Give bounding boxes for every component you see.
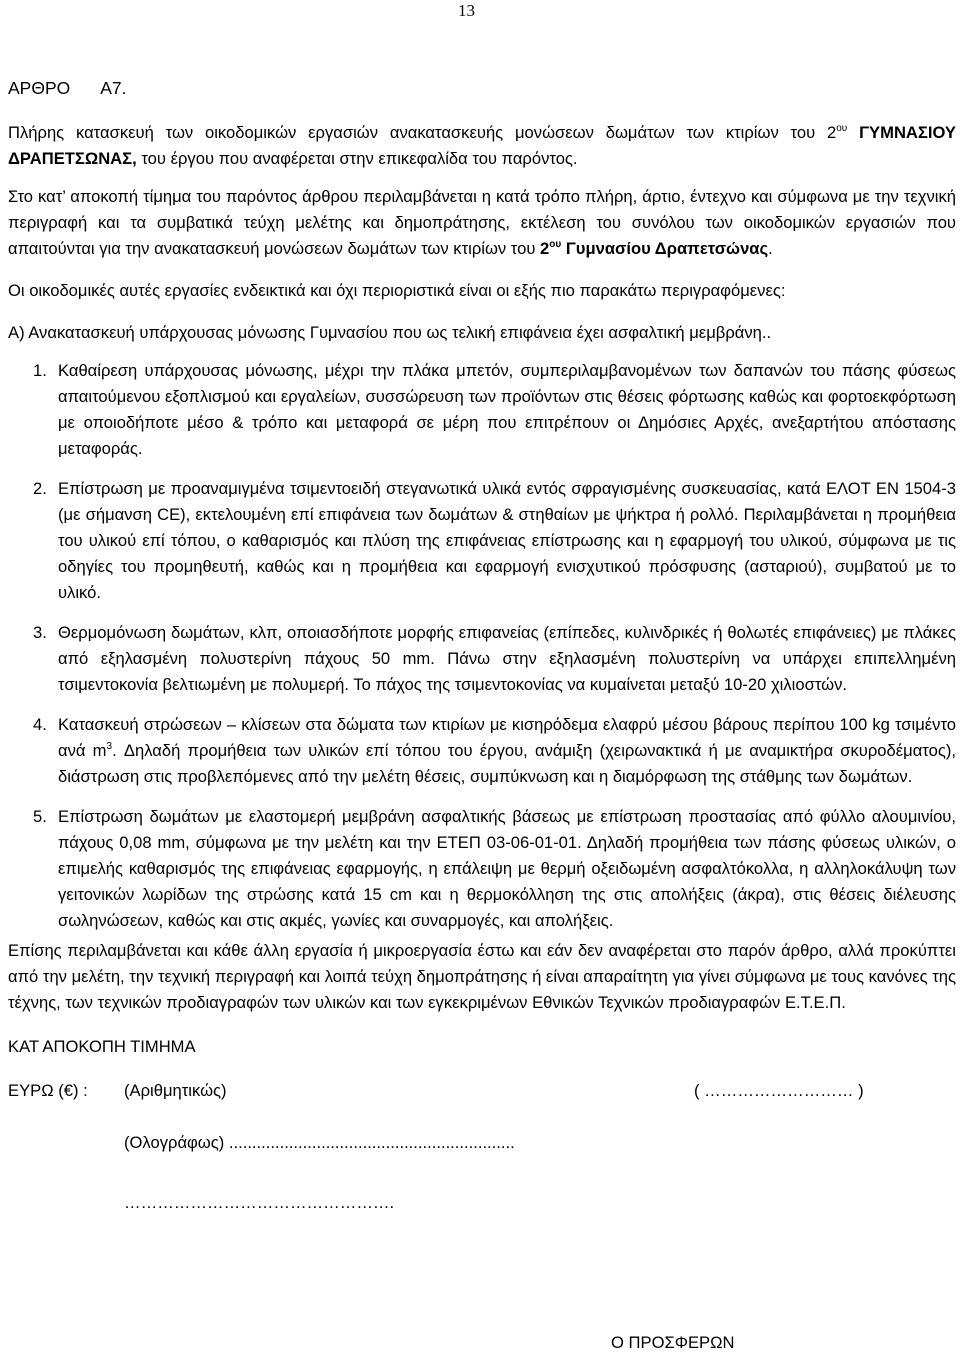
- bidder-signature-label: Ο ΠΡΟΣΦΕΡΩΝ: [611, 1333, 735, 1352]
- list-item-text: Θερμομόνωση δωμάτων, κλπ, οποιασδήποτε μορφής επιφανείας (επίπεδες, κυλινδρικές ή θολωτές επιφάνειες) με πλάκες από εξηλασμένη πολυστερίνη πάχους 50 mm. Πάνω στην εξηλασμένη πολυστερίνη να υπάρχει επιπελλημένη τσιμεντοκονία βελτιωμένη με πολυμερή. Το πάχος της τσιμεντοκονίας να κυμαίνεται μεταξύ 10-20 χιλιοστών.: [58, 623, 956, 694]
- intro-text-end: του έργου που αναφέρεται στην επικεφαλίδα του παρόντος.: [136, 149, 578, 168]
- article-heading: [8, 75, 956, 101]
- price-numeric-row: [8, 1078, 956, 1104]
- document-body: [8, 75, 956, 1216]
- list-item-text: Επίστρωση δωμάτων με ελαστομερή μεμβράνη ασφαλτικής βάσεως με επίστρωση προστασίας από φύλλο αλουμινίου, πάχους 0,08 mm, σύμφωνα με την μελέτη και την ΕΤΕΠ 03-06-01-01. Δηλαδή προμήθεια των πάσης φύσεως υλικών, ο επιμελής καθαρισμός της επιφάνειας εφαρμογής, η επάλειψη με θερμή οξειδωμένη ασφαλτόκολλα, η αλληλοκάλυψη των γειτονικών λωρίδων της στρώσης κατά 15 cm και η θερμοκόλληση της στις απολήξεις (άκρα), στις θέσεις διέλευσης σωληνώσεων, καθώς και στις ακμές, γωνίες και συναρμογές, και απολήξεις.: [58, 807, 956, 930]
- scope-text-end: .: [768, 239, 773, 258]
- list-item: [33, 620, 956, 698]
- currency-label: ΕΥΡΩ (€) :: [8, 1081, 88, 1100]
- price-words-continuation: ………………………………………….: [124, 1193, 395, 1212]
- page-number: 13: [458, 1, 475, 20]
- section-a-heading: Α) Ανακατασκευή υπάρχουσας μόνωσης Γυμνασίου που ως τελική επιφάνεια έχει ασφαλτική μεμβράνη..: [8, 323, 772, 342]
- list-item-number: 1.: [33, 361, 47, 380]
- price-words-row: (Ολογράφως) ..............................................................: [124, 1133, 515, 1152]
- numeric-blank: ( ……………………… ): [694, 1081, 864, 1100]
- article-label: ΑΡΘΡΟ: [8, 78, 71, 98]
- list-item-number: 2.: [33, 479, 47, 498]
- list-item-text: Καθαίρεση υπάρχουσας μόνωσης, μέχρι την πλάκα μπετόν, συμπεριλαμβανομένων των δαπανών του πάσης φύσεως απαιτούμενου εξοπλισμού και εργαλείων, συσσώρευση των προϊόντων στις θέσεις φόρτωσης καθώς και φορτοεκφόρτωση με οποιοδήποτε μέσο & τρόπο και μεταφορά σε μέρη που επιτρέπουν οι Δημόσιες Αρχές, ανεξαρτήτου απόστασης μεταφοράς.: [58, 361, 956, 458]
- intro-text: Πλήρης κατασκευή των οικοδομικών εργασιών ανακατασκευής μονώσεων δωμάτων των κτιρίων του 2: [8, 123, 837, 142]
- list-item-text: [58, 712, 956, 790]
- lump-sum-title: ΚΑΤ ΑΠΟΚΟΠΗ ΤΙΜΗΜΑ: [8, 1037, 196, 1056]
- cubic-superscript: 3: [106, 741, 113, 752]
- list-item-text: Επίστρωση με προαναμιγμένα τσιμεντοειδή στεγανωτικά υλικά εντός σφραγισμένης συσκευασίας, κατά ΕΛΟΤ ΕΝ 1504-3 (με σήμανση CE), εκτελουμένη επί επιφάνεια των δωμάτων & στηθαίων με ψήκτρα ή ρολλό. Περιλαμβάνεται η προμήθεια του υλικού επί τόπου, ο καθαρισμός και πλύση της επιφάνειας επίστρωσης και η εφαρμογή του υλικού, σύμφωνα με τις οδηγίες του προμηθευτή, καθώς και η προμήθεια και εφαρμογή ενισχυτικού πρόσφυσης (ασταριού), συμβατού με το υλικό.: [58, 479, 956, 602]
- list-item-text-part: Κατασκευή στρώσεων – κλίσεων στα δώματα των κτιρίων με κισηρόδεμα ελαφρύ μέσου βάρους περίπου 100 kg τσιμέντο ανά m: [58, 715, 956, 760]
- list-item: [33, 804, 956, 934]
- closing-paragraph: Επίσης περιλαμβάνεται και κάθε άλλη εργασία ή μικροεργασία έστω και εάν δεν αναφέρεται στο παρόν άρθρο, αλλά προκύπτει από την μελέτη, την τεχνική περιγραφή και λοιπά τεύχη δημοπράτησης ή είναι απαραίτητη για γίνει σύμφωνα με τους κανόνες της τέχνης, των τεχνικών προδιαγραφών των υλικών και των εγκεκριμένων Εθνικών Τεχνικών προδιαγραφών Ε.Τ.Ε.Π.: [8, 941, 956, 1012]
- works-intro-paragraph: Οι οικοδομικές αυτές εργασίες ενδεικτικά και όχι περιοριστικά είναι οι εξής πιο παρακάτω περιγραφόμενες:: [8, 281, 786, 300]
- list-item: [33, 358, 956, 462]
- ordinal-superscript: ου: [549, 239, 562, 250]
- scope-text: Στο κατ’ αποκοπή τίμημα του παρόντος άρθρου περιλαμβάνεται η κατά τρόπο πλήρη, άρτιο, έντεχνο και σύμφωνα με την τεχνική περιγραφή και τα συμβατικά τεύχη μελέτης και δημοπράτησης, εκτέλεση του συνόλου των οικοδομικών εργασιών που απαιτούνται για την ανακατασκευή μονώσεων δωμάτων των κτιρίων του: [8, 187, 956, 258]
- list-item-text-part: . Δηλαδή προμήθεια των υλικών επί τόπου του έργου, ανάμιξη (χειρωνακτικά ή με αναμικτήρα σκυροδέματος), διάστρωση στις προβλεπόμενες από την μελέτη θέσεις, συμπύκνωση και η διαμόρφωση της στάθμης των δωμάτων.: [58, 741, 956, 786]
- list-item-number: 5.: [33, 807, 47, 826]
- numeric-label: (Αριθμητικώς): [124, 1081, 227, 1100]
- list-item: [33, 712, 956, 790]
- scope-paragraph: [8, 184, 956, 262]
- list-item-number: 4.: [33, 715, 47, 734]
- ordinal-superscript: ου: [836, 123, 848, 134]
- list-item-number: 3.: [33, 623, 47, 642]
- works-list: [8, 358, 956, 934]
- school-ordinal: 2: [540, 239, 550, 258]
- list-item: [33, 476, 956, 606]
- intro-paragraph: [8, 120, 956, 172]
- school-name-bold: Γυμνασίου Δραπετσώνας: [561, 239, 769, 258]
- article-number: Α7.: [100, 78, 127, 98]
- school-name: ΓΥΜΝΑΣΙΟΥ ΔΡΑΠΕΤΣΩΝΑΣ,: [8, 123, 956, 168]
